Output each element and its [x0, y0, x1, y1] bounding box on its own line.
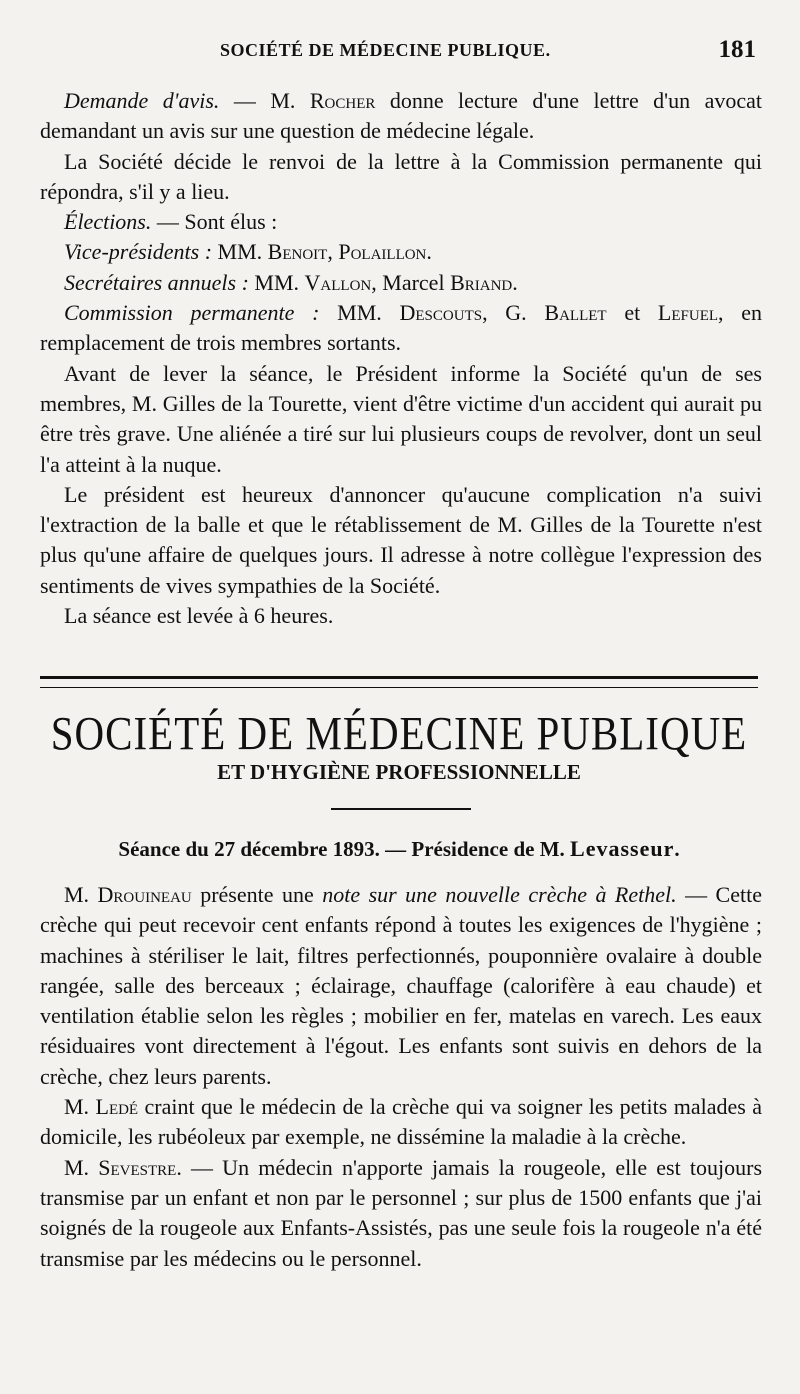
section-subtitle: ET D'HYGIÈNE PROFESSIONNELLE [217, 760, 581, 784]
paragraph-accident: Avant de lever la séance, le Président informe la Société qu'un de ses membres, M. Gilles de la Tourette, vient d'être victime d'un accident qui aurait pu être très grave. Une aliénée a tiré sur lui plusieurs coups de revolver, dont un seul l'a atteint à la nuque. [40, 360, 762, 477]
paragraph-secretaires: Secrétaires annuels : MM. Vallon, Marcel Briand. [64, 269, 518, 295]
running-title: SOCIÉTÉ DE MÉDECINE PUBLIQUE. [220, 40, 551, 60]
paragraph-seance-levee: La séance est levée à 6 heures. [64, 603, 334, 629]
paragraph-commission: Commission permanente : MM. Descouts, G. Ballet et Lefuel, en remplacement de trois membres sortants. [40, 300, 763, 356]
section-title: SOCIÉTÉ DE MÉDECINE PUBLIQUE [50, 707, 748, 761]
paragraph-elections: Élections. — Sont élus : [64, 209, 278, 235]
paragraph-drouineau: M. Drouineau présente une note sur une nouvelle crèche à Rethel. — Cette crèche qui peut recevoir cent enfants répond à toutes les exigences de l'hygiène ; machines à stériliser le lait, filtres perfectionnés, pouponnière ovalaire à double rangée, salle des berceaux ; éclairage, chauffage (calorifère à eau chaude) et ventilation établie selon les règles ; mobilier en fer, matelas en varech. Les eaux résiduaires vont directement à l'égout. Les enfants sont suivis en dehors de la crèche, chez leurs parents. [40, 882, 762, 1089]
paragraph-complication: Le président est heureux d'annoncer qu'aucune complication n'a suivi l'extraction de la balle et que le rétablissement de M. Gilles de la Tourette n'est plus qu'une affaire de quelques jours. Il adresse à notre collègue l'expression des sentiments de vives sympathies de la Société. [40, 481, 762, 598]
top-section-body [40, 86, 762, 631]
section-divider [40, 676, 758, 688]
running-header [40, 36, 760, 68]
page-number: 181 [718, 36, 756, 63]
president-name: Levasseur [570, 836, 675, 861]
bottom-section-body [40, 880, 762, 1274]
paragraph-demande-avis: Demande d'avis. — M. Rocher donne lecture d'une lettre d'un avocat demandant un avis sur une question de médecine légale. [40, 88, 762, 144]
paragraph-renvoi: La Société décide le renvoi de la lettre à la Commission permanente qui répondra, s'il y a lieu. [40, 148, 762, 204]
paragraph-vice-presidents: Vice-présidents : MM. Benoit, Polaillon. [64, 239, 432, 265]
paragraph-sevestre: M. Sevestre. — Un médecin n'apporte jamais la rougeole, elle est toujours transmise par un enfant et non par le personnel ; sur plus de 1500 enfants que j'ai soignés de la rougeole aux Enfants-Assistés, pas une seule fois la rougeole n'a été transmise par les médecins ou le personnel. [40, 1154, 763, 1271]
paragraph-lede: M. Ledé craint que le médecin de la crèche qui va soigner les petits malades à domicile, les rubéoleux par exemple, ne dissémine la maladie à la crèche. [40, 1094, 763, 1150]
title-rule [331, 808, 471, 810]
session-line: Séance du 27 décembre 1893. — Présidence de M. Levasseur. [118, 836, 680, 861]
